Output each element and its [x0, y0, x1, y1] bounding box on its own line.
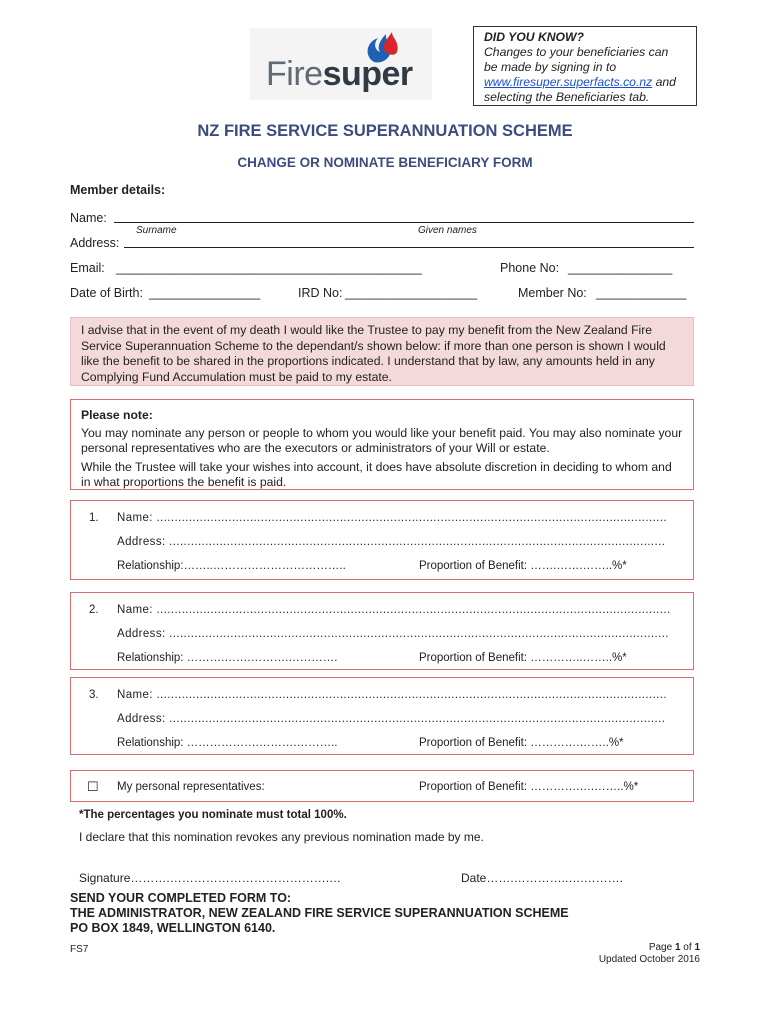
percentages-note: *The percentages you nominate must total 100%.	[79, 809, 347, 821]
personal-representatives-label: My personal representatives:	[117, 781, 265, 793]
given-names-hint: Given names	[418, 225, 477, 236]
personal-representatives-proportion-field[interactable]: Proportion of Benefit: ………….….……..%*	[419, 781, 639, 793]
please-note-para1: You may nominate any person or people to whom you would like your benefit paid. You may also nominate your personal representatives who are the executors or administrators of your Will or estate.	[81, 425, 683, 455]
beneficiary-number: 1.	[89, 512, 99, 524]
address-field[interactable]	[124, 247, 694, 248]
did-you-know-line1: Changes to your beneficiaries can	[484, 45, 669, 59]
beneficiary-proportion-field[interactable]: Proportion of Benefit: …….…….……..%*	[419, 560, 627, 572]
beneficiary-address-field[interactable]: Address: ...........................................................................................................................................	[117, 628, 669, 640]
send-heading: SEND YOUR COMPLETED FORM TO:	[70, 891, 292, 905]
please-note-para2: While the Trustee will take your wishes into account, it does have absolute discretion in deciding to whom and in what proportions the benefit is paid.	[81, 459, 672, 489]
send-to-address	[70, 891, 569, 936]
personal-representatives-checkbox[interactable]: ☐	[87, 779, 99, 794]
address-label: Address:	[70, 236, 120, 250]
phone-field[interactable]: _______________	[568, 261, 673, 275]
beneficiary-number: 3.	[89, 689, 99, 701]
did-you-know-line4: selecting the Beneficiaries tab.	[484, 90, 650, 104]
dob-field[interactable]: ________________	[149, 286, 261, 300]
name-field[interactable]	[114, 222, 694, 223]
ird-field[interactable]: ___________________	[345, 286, 478, 300]
beneficiary-box-2	[70, 592, 694, 670]
did-you-know-and: and	[652, 75, 676, 89]
email-label: Email:	[70, 261, 105, 275]
beneficiary-relationship-field[interactable]: Relationship:……..……………………………..	[117, 560, 346, 572]
beneficiary-box-3	[70, 677, 694, 755]
member-no-label: Member No:	[518, 286, 587, 300]
name-label: Name:	[70, 211, 107, 225]
beneficiary-proportion-field[interactable]: Proportion of Benefit: …………..……..%*	[419, 652, 627, 664]
signature-field[interactable]: Signature……….………………………………….…	[79, 871, 342, 885]
beneficiary-address-field[interactable]: Address: ..........................................................................................................................................	[117, 713, 666, 725]
email-field[interactable]: ____________________________________________	[116, 261, 422, 275]
send-po-box: PO BOX 1849, WELLINGTON 6140.	[70, 921, 276, 935]
member-no-field[interactable]: _____________	[596, 286, 687, 300]
send-administrator: THE ADMINISTRATOR, NEW ZEALAND FIRE SERVICE SUPERANNUATION SCHEME	[70, 906, 569, 920]
superfacts-link[interactable]: www.firesuper.superfacts.co.nz	[484, 75, 653, 89]
beneficiary-box-1	[70, 500, 694, 580]
personal-representatives-box	[70, 770, 694, 802]
please-note-heading: Please note:	[81, 408, 153, 422]
updated-date: Updated October 2016	[598, 954, 700, 965]
dob-label: Date of Birth:	[70, 286, 143, 300]
firesuper-logo: Firesuper	[266, 55, 413, 93]
page-number: Page 1 of 1	[648, 942, 700, 953]
beneficiary-relationship-field[interactable]: Relationship: ……….…….……….………….	[117, 652, 338, 664]
beneficiary-name-field[interactable]: Name: ..............................................................................................................................................	[117, 689, 667, 701]
beneficiary-name-field[interactable]: Name: ..............................................................................................................................................	[117, 512, 667, 524]
beneficiary-address-field[interactable]: Address: ..........................................................................................................................................	[117, 536, 666, 548]
date-field[interactable]: Date…….…………..….……….	[461, 871, 624, 885]
page-title: NZ FIRE SERVICE SUPERANNUATION SCHEME	[197, 122, 573, 140]
did-you-know-box	[473, 26, 697, 106]
form-subtitle: CHANGE OR NOMINATE BENEFICIARY FORM	[237, 155, 533, 170]
beneficiary-name-field[interactable]: Name: ...............................................................................................................................................	[117, 604, 671, 616]
surname-hint: Surname	[136, 225, 177, 236]
member-details-heading: Member details:	[70, 183, 166, 197]
phone-label: Phone No:	[500, 261, 560, 275]
did-you-know-line2: be made by signing in to	[484, 60, 617, 74]
please-note-box	[70, 399, 694, 490]
declaration: I declare that this nomination revokes any previous nomination made by me.	[79, 830, 484, 844]
ird-label: IRD No:	[298, 286, 343, 300]
beneficiary-relationship-field[interactable]: Relationship: ……………….……….………..	[117, 737, 338, 749]
did-you-know-title: DID YOU KNOW?	[484, 30, 584, 44]
beneficiary-proportion-field[interactable]: Proportion of Benefit: ………….……..%*	[419, 737, 624, 749]
form-code: FS7	[70, 944, 89, 955]
beneficiary-number: 2.	[89, 604, 99, 616]
advise-statement: I advise that in the event of my death I would like the Trustee to pay my benefit from the New Zealand Fire Service Superannuation Scheme to the dependant/s shown below: if more than one person is shown I would like the benefit to be shared in the proportions indicated. I understand that by law, any amounts held in any Complying Fund Accumulation must be paid to my estate.	[70, 317, 694, 386]
